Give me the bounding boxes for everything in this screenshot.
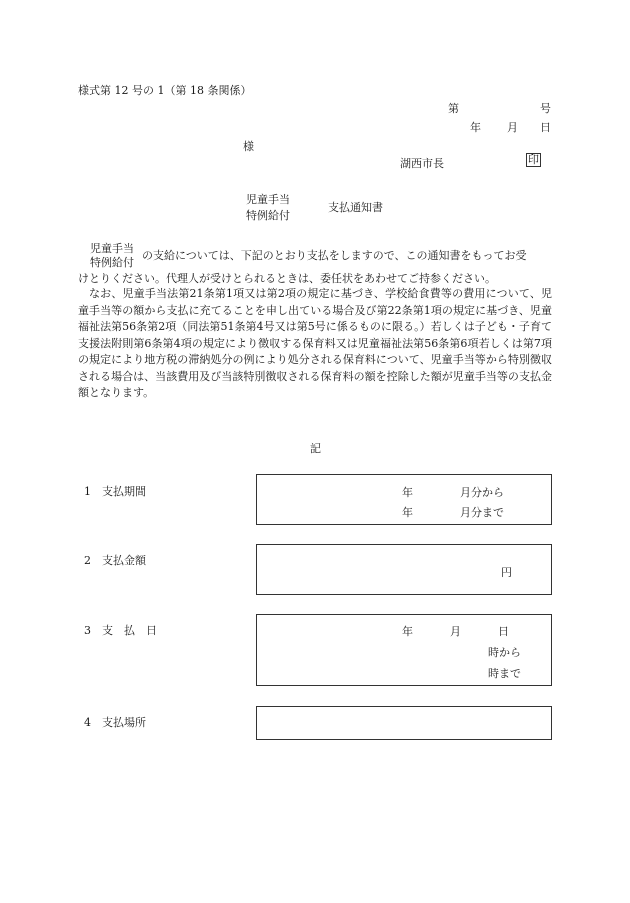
page-title: 支払通知書: [328, 201, 383, 214]
place-label: 4 支払場所: [84, 716, 146, 729]
time-to: 時まで: [488, 667, 521, 680]
payment-month: 月: [450, 625, 461, 638]
period-year-from: 年: [402, 486, 413, 499]
amount-label: 2 支払金額: [84, 554, 146, 567]
date-day: 日: [540, 121, 551, 134]
paragraph1-first: の支給については、下記のとおり支払をしますので、この通知書をもってお受: [142, 249, 527, 262]
title-line2: 特例給付: [246, 209, 290, 222]
paragraph1-rest: けとりください。代理人が受けとられるときは、委任状をあわせてご持参ください。: [78, 272, 496, 285]
number-suffix: 号: [540, 102, 551, 115]
form-number: 様式第 12 号の 1（第 18 条関係）: [78, 84, 252, 97]
ki-heading: 記: [310, 442, 321, 455]
period-month-to: 月分まで: [460, 506, 504, 519]
title-line1: 児童手当: [246, 193, 290, 206]
date-label: 3 支 払 日: [84, 624, 157, 637]
inline-label-line1: 児童手当: [90, 242, 134, 255]
period-box: [256, 474, 552, 525]
payment-year: 年: [402, 625, 413, 638]
date-month: 月: [507, 121, 518, 134]
place-box: [256, 706, 552, 740]
amount-yen: 円: [501, 566, 512, 579]
issuer-name: 湖西市長: [400, 157, 444, 170]
addressee-suffix: 様: [243, 140, 254, 153]
inline-label-line2: 特例給付: [90, 256, 134, 269]
period-label: 1 支払期間: [84, 485, 146, 498]
paragraph2: なお、児童手当法第21条第1項又は第2項の規定に基づき、学校給食費等の費用について、児童手当等の額から支払に充てることを申し出ている場合及び第22条第1項の規定に基づき、児童福祉法第56条第2項（同法第51条第4号又は第5号に係るものに限る。）若しくは子ども・子育て支援法附則第6条第4項の規定により徴収する保育料又は児童福祉法第56条第6項若しくは第7項の規定により地方税の滞納処分の例により処分される保育料について、児童手当等から特別徴収される場合は、当該費用及び当該特別徴収される保育料の額を控除した額が児童手当等の支払金額となります。: [78, 287, 552, 399]
amount-box: [256, 544, 552, 595]
payment-date-box: [256, 614, 552, 686]
number-label: 第: [448, 102, 459, 115]
payment-day: 日: [498, 625, 509, 638]
date-year: 年: [470, 121, 481, 134]
period-month-from: 月分から: [460, 486, 504, 499]
period-year-to: 年: [402, 506, 413, 519]
time-from: 時から: [488, 646, 521, 659]
seal-mark: 印: [528, 153, 539, 166]
